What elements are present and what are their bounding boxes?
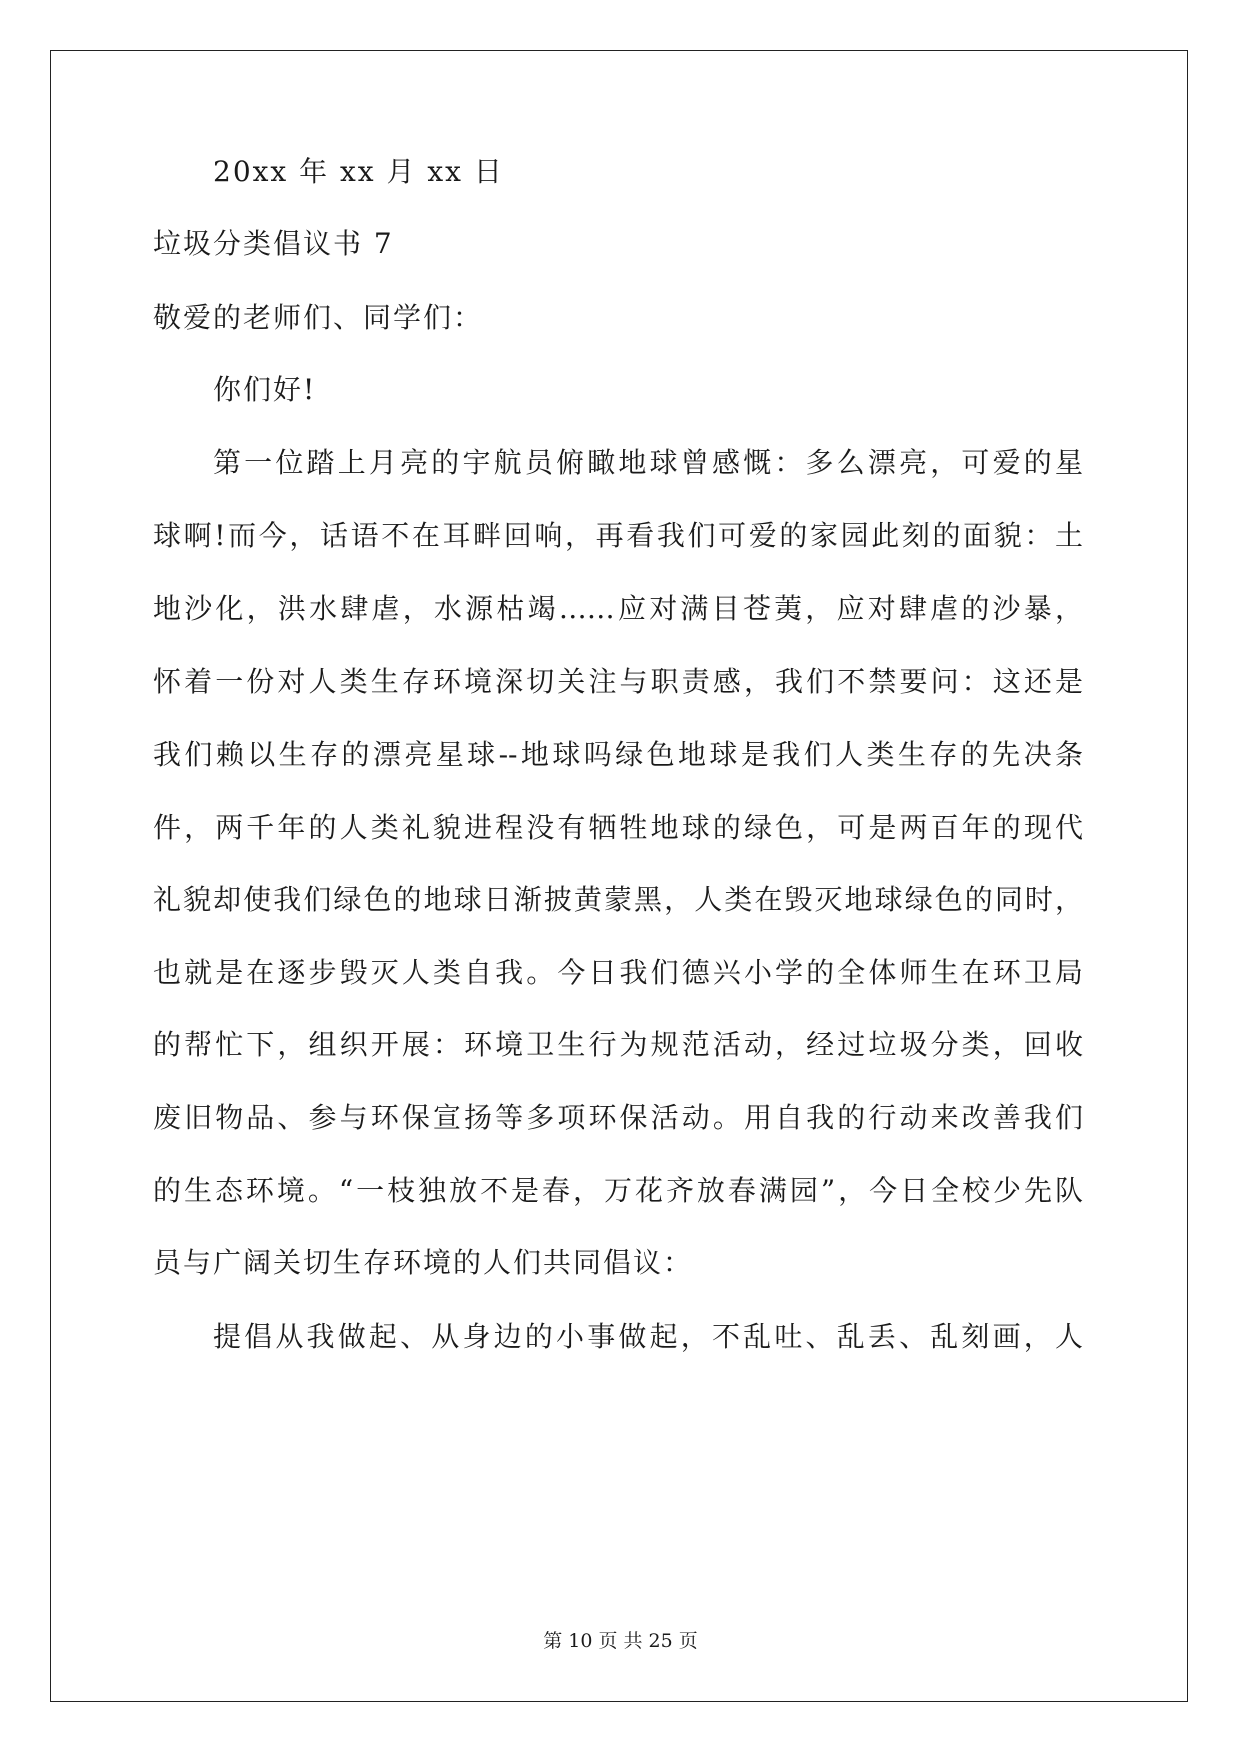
paragraph-line: 怀着一份对人类生存环境深切关注与职责感，我们不禁要问：这还是 [153, 665, 1083, 698]
paragraph-line: 的生态环境。“一枝独放不是春，万花齐放春满园”，今日全校少先队 [153, 1174, 1083, 1207]
page-number-footer: 第 10 页 共 25 页 [543, 1630, 698, 1652]
paragraph-line: 件，两千年的人类礼貌进程没有牺牲地球的绿色，可是两百年的现代 [153, 811, 1083, 844]
paragraph-line: 也就是在逐步毁灭人类自我。今日我们德兴小学的全体师生在环卫局 [153, 956, 1083, 989]
paragraph-line: 提倡从我做起、从身边的小事做起，不乱吐、乱丢、乱刻画，人 [213, 1320, 1083, 1353]
paragraph-line: 废旧物品、参与环保宣扬等多项环保活动。用自我的行动来改善我们 [153, 1101, 1083, 1134]
paragraph-line: 第一位踏上月亮的宇航员俯瞰地球曾感慨：多么漂亮，可爱的星 [213, 446, 1083, 479]
greeting: 你们好! [213, 373, 317, 406]
paragraph-line: 地沙化，洪水肆虐，水源枯竭……应对满目苍荑，应对肆虐的沙暴， [153, 592, 1083, 625]
document-title: 垃圾分类倡议书 7 [153, 227, 394, 260]
paragraph-line: 礼貌却使我们绿色的地球日渐披黄蒙黑，人类在毁灭地球绿色的同时， [153, 883, 1083, 916]
paragraph-line: 球啊!而今，话语不在耳畔回响，再看我们可爱的家园此刻的面貌：土 [153, 519, 1083, 552]
date-line: 20xx 年 xx 月 xx 日 [213, 155, 504, 188]
paragraph-line: 员与广阔关切生存环境的人们共同倡议： [153, 1246, 694, 1279]
salutation: 敬爱的老师们、同学们： [153, 301, 484, 334]
paragraph-line: 的帮忙下，组织开展：环境卫生行为规范活动，经过垃圾分类，回收 [153, 1028, 1083, 1061]
paragraph-line: 我们赖以生存的漂亮星球--地球吗绿色地球是我们人类生存的先决条 [153, 738, 1083, 771]
